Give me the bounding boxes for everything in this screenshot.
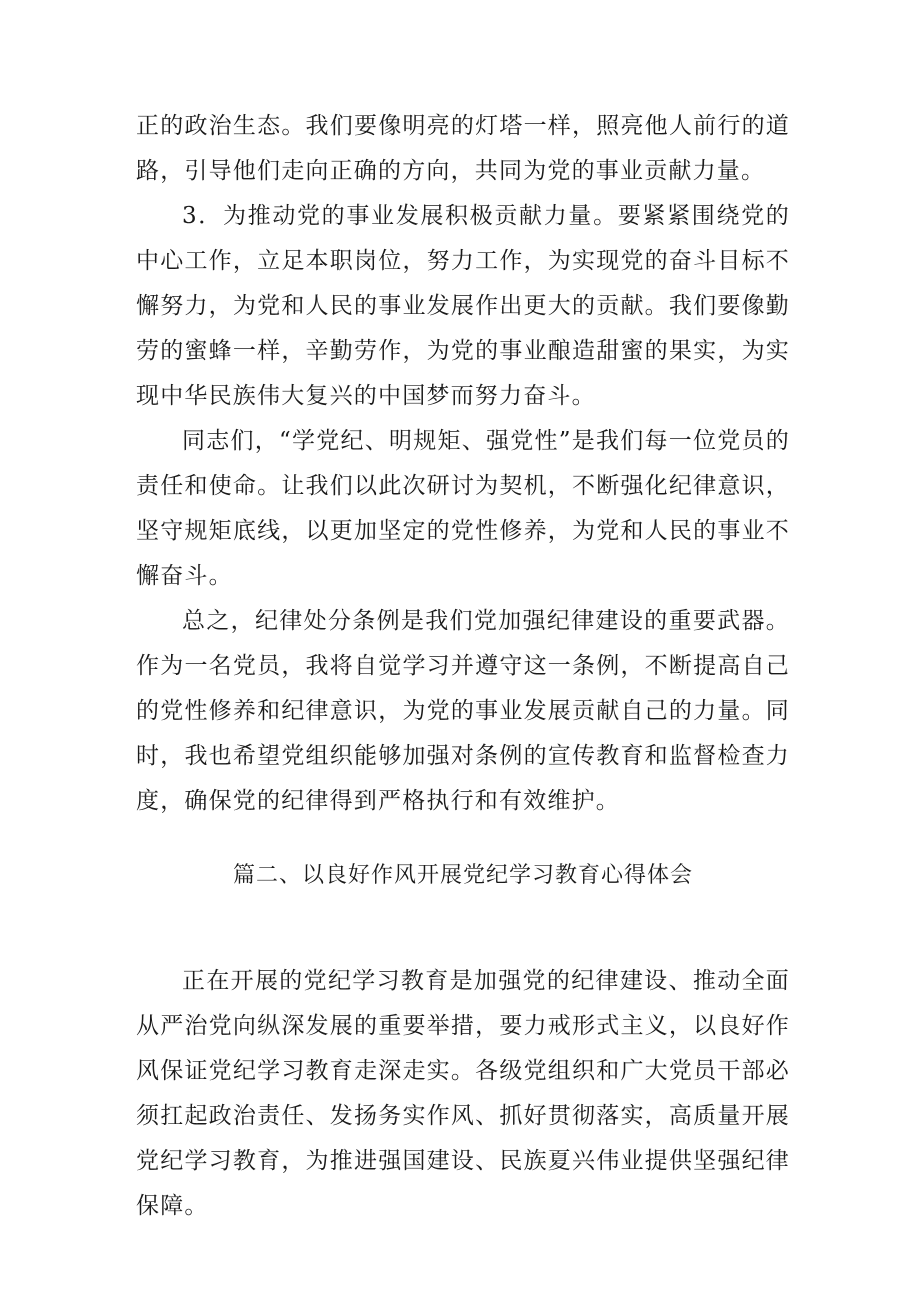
section-one-body [136,104,790,824]
paragraph-point-three: 3．为推动党的事业发展积极贡献力量。要紧紧围绕党的中心工作，立足本职岗位，努力工作，为实现党的奋斗目标不懈努力，为党和人民的事业发展作出更大的贡献。我们要像勤劳的蜜蜂一样，辛勤劳作，为党的事业酿造甜蜜的果实，为实现中华民族伟大复兴的中国梦而努力奋斗。 [136,203,790,409]
section-two-body [136,959,790,1229]
paragraph-continued: 正的政治生态。我们要像明亮的灯塔一样，照亮他人前行的道路，引导他们走向正确的方向，共同为党的事业贡献力量。 [136,113,790,184]
paragraph-conclusion: 总之，纪律处分条例是我们党加强纪律建设的重要武器。作为一名党员，我将自觉学习并遵守这一条例，不断提高自己的党性修养和纪律意识，为党的事业发展贡献自己的力量。同时，我也希望党组织能够加强对条例的宣传教育和监督检查力度，确保党的纪律得到严格执行和有效维护。 [136,608,790,814]
paragraph-comrades: 同志们，“学党纪、明规矩、强党性”是我们每一位党员的责任和使命。让我们以此次研讨为契机，不断强化纪律意识，坚守规矩底线，以更加坚定的党性修养，为党和人民的事业不懈奋斗。 [136,428,790,589]
section-two-heading: 篇二、以良好作风开展党纪学习教育心得体会 [232,863,693,888]
paragraph-section-two-intro: 正在开展的党纪学习教育是加强党的纪律建设、推动全面从严治党向纵深发展的重要举措，要力戒形式主义，以良好作风保证党纪学习教育走深走实。各级党组织和广大党员干部必须扛起政治责任、发扬务实作风、抓好贯彻落实，高质量开展党纪学习教育，为推进强国建设、民族夏兴伟业提供坚强纪律保障。 [136,968,790,1219]
